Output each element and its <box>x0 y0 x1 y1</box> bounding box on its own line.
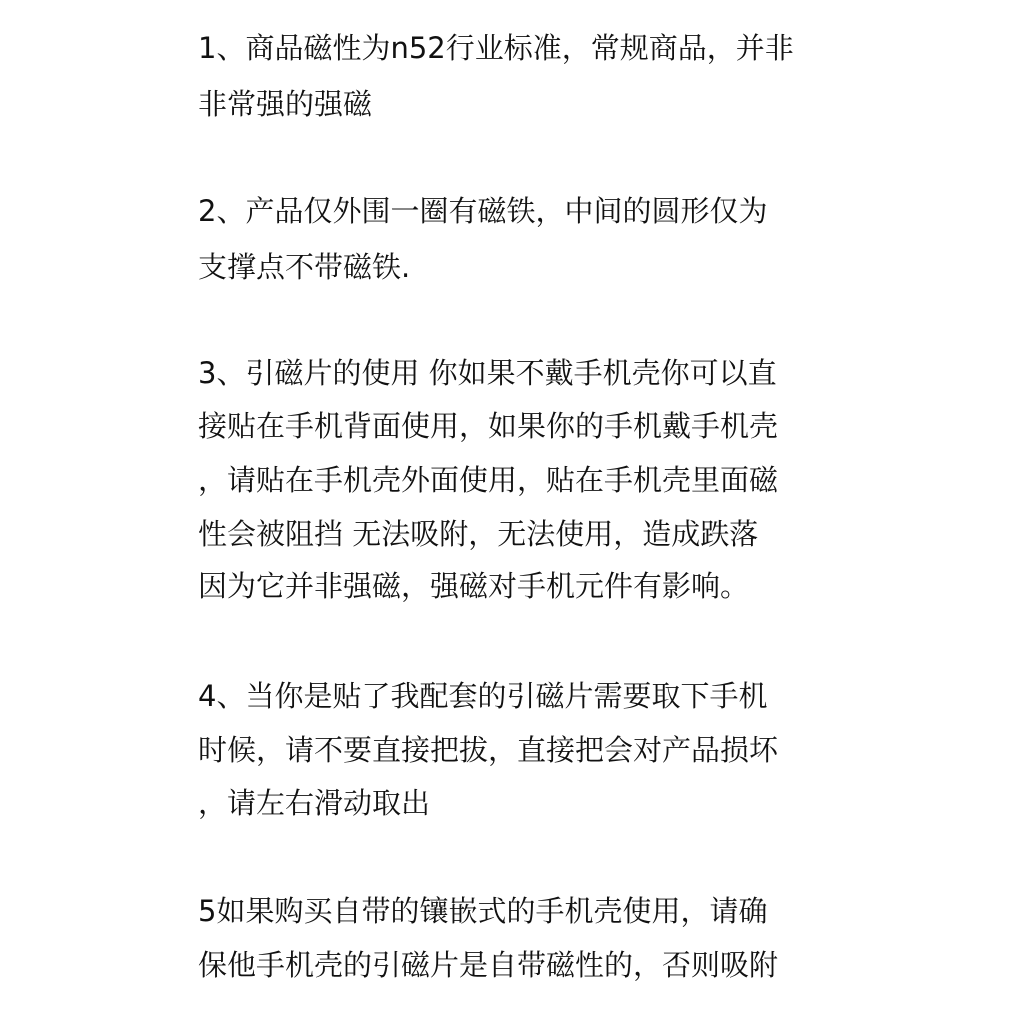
paragraph-3-line-4: 性会被阻挡 无法吸附，无法使用，造成跌落 <box>198 517 759 551</box>
paragraph-1-line-2: 非常强的强磁 <box>198 87 373 121</box>
paragraph-4-line-1: 4、当你是贴了我配套的引磁片需要取下手机 <box>198 679 768 713</box>
paragraph-3-line-1: 3、引磁片的使用 你如果不戴手机壳你可以直 <box>198 356 777 390</box>
paragraph-2-line-2: 支撑点不带磁铁. <box>198 250 411 284</box>
paragraph-3-line-2: 接贴在手机背面使用，如果你的手机戴手机壳 <box>198 409 779 443</box>
paragraph-2-line-1: 2、产品仅外围一圈有磁铁，中间的圆形仅为 <box>198 194 768 228</box>
paragraph-3-line-3: ，请贴在手机壳外面使用，贴在手机壳里面磁 <box>198 463 779 497</box>
paragraph-5-line-2: 保他手机壳的引磁片是自带磁性的，否则吸附 <box>198 948 779 982</box>
paragraph-4-line-2: 时候，请不要直接把拔，直接把会对产品损坏 <box>198 733 779 767</box>
paragraph-1-line-1: 1、商品磁性为n52行业标准，常规商品，并非 <box>198 31 794 65</box>
paragraph-3-line-5: 因为它并非强磁，强磁对手机元件有影响。 <box>198 569 750 603</box>
paragraph-4-line-3: ，请左右滑动取出 <box>198 786 431 820</box>
paragraph-5-line-1: 5如果购买自带的镶嵌式的手机壳使用，请确 <box>198 894 768 928</box>
